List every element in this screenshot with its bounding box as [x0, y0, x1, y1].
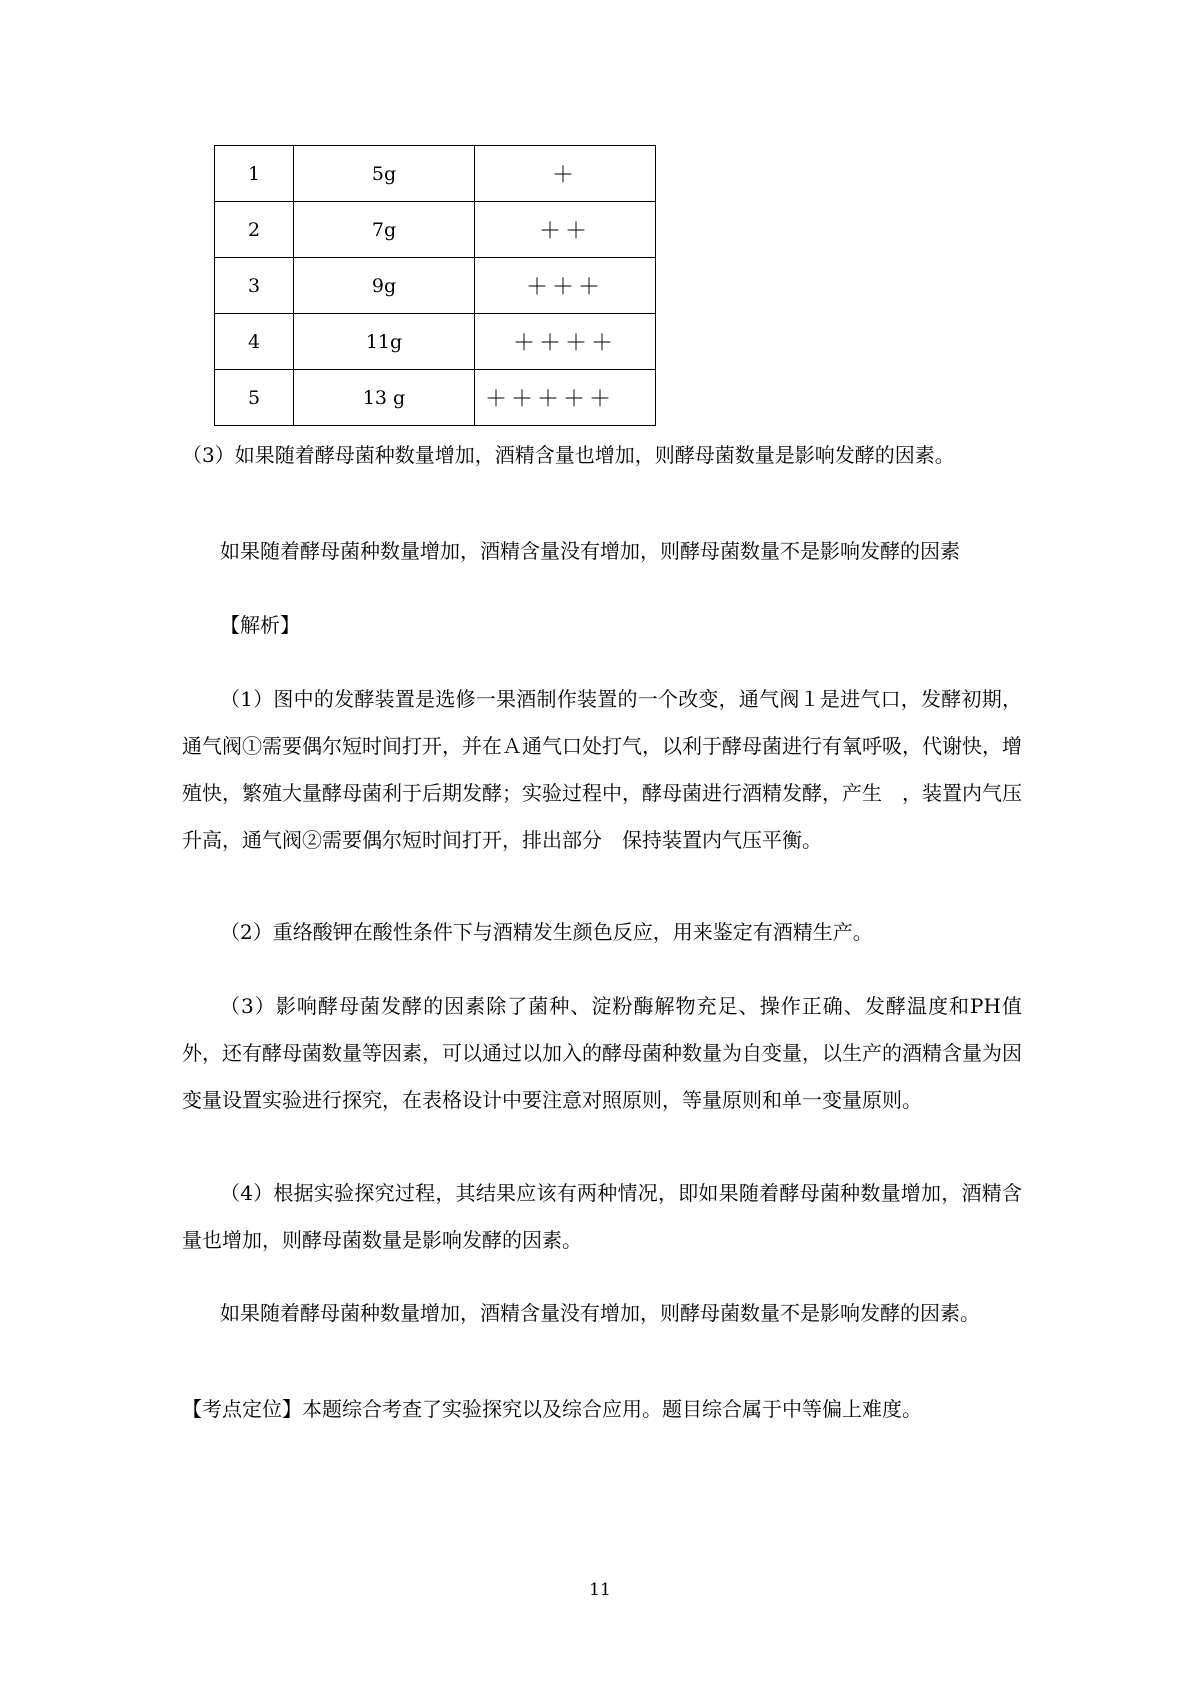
- table-cell-no: 1: [215, 146, 294, 202]
- table-row: [215, 314, 656, 370]
- table-cell-result: ＋＋＋＋: [475, 314, 656, 370]
- table-cell-no: 4: [215, 314, 294, 370]
- yeast-data-table: [214, 145, 656, 426]
- table-cell-result: ＋＋＋: [475, 258, 656, 314]
- table-row: [215, 202, 656, 258]
- analysis-paragraph-1: （1）图中的发酵装置是选修一果酒制作装置的一个改变，通气阀１是进气口，发酵初期，通气阀①需要偶尔短时间打开，并在Ａ通气口处打气，以利于酵母菌进行有氧呼吸，代谢快，增殖快，繁殖大量酵母菌利于后期发酵；实验过程中，酵母菌进行酒精发酵，产生 ，装置内气压升高，通气阀②需要偶尔短时间打开，排出部分 保持装置内气压平衡。: [182, 687, 1022, 852]
- analysis-paragraph-4: （4）根据实验探究过程，其结果应该有两种情况，即如果随着酵母菌种数量增加，酒精含量也增加，则酵母菌数量是影响发酵的因素。: [182, 1181, 1022, 1252]
- table-row: [215, 370, 656, 426]
- result-paragraph-3: （3）如果随着酵母菌种数量增加，酒精含量也增加，则酵母菌数量是影响发酵的因素。: [182, 443, 955, 467]
- table-cell-result: ＋: [475, 146, 656, 202]
- kaodian-paragraph: 【考点定位】本题综合考查了实验探究以及综合应用。题目综合属于中等偏上难度。: [182, 1397, 922, 1421]
- analysis-heading: 【解析】: [220, 613, 300, 637]
- table-cell-amount: 9g: [294, 258, 475, 314]
- analysis-paragraph-4-alt: 如果随着酵母菌种数量增加，酒精含量没有增加，则酵母菌数量不是影响发酵的因素。: [220, 1301, 980, 1325]
- page-number: 11: [589, 1580, 611, 1600]
- table-cell-result: ＋＋＋＋＋: [475, 370, 656, 426]
- analysis-paragraph-2: （2）重络酸钾在酸性条件下与酒精发生颜色反应，用来鉴定有酒精生产。: [220, 920, 873, 944]
- table-cell-amount: 11g: [294, 314, 475, 370]
- table-cell-amount: 5g: [294, 146, 475, 202]
- table-cell-result: ＋＋: [475, 202, 656, 258]
- table-row: [215, 146, 656, 202]
- table-cell-no: 3: [215, 258, 294, 314]
- table-cell-no: 5: [215, 370, 294, 426]
- table-row: [215, 258, 656, 314]
- table-cell-amount: 13 g: [294, 370, 475, 426]
- table-cell-no: 2: [215, 202, 294, 258]
- analysis-paragraph-3: （3）影响酵母菌发酵的因素除了菌种、淀粉酶解物充足、操作正确、发酵温度和PH值外，还有酵母菌数量等因素，可以通过以加入的酵母菌种数量为自变量，以生产的酒精含量为因变量设置实验进行探究，在表格设计中要注意对照原则，等量原则和单一变量原则。: [182, 994, 1022, 1112]
- result-paragraph-alt: 如果随着酵母菌种数量增加，酒精含量没有增加，则酵母菌数量不是影响发酵的因素: [220, 539, 960, 563]
- table-cell-amount: 7g: [294, 202, 475, 258]
